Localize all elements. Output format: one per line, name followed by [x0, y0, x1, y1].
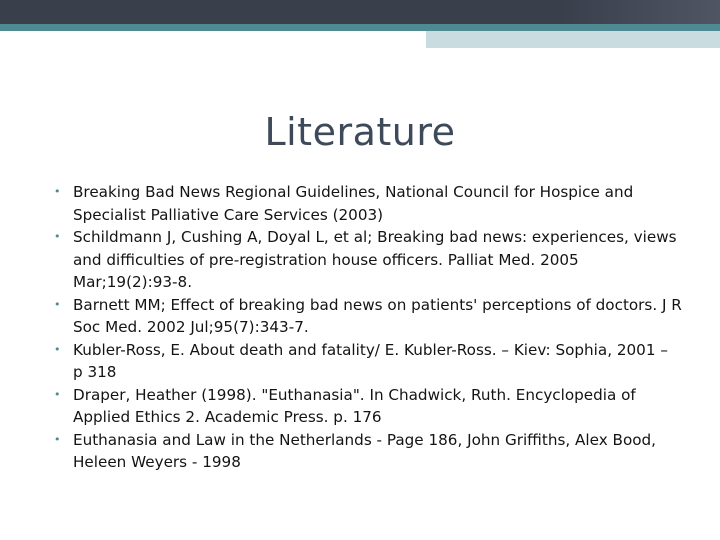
reference-item: [52, 384, 682, 429]
bullet-icon: •: [54, 297, 61, 311]
reference-text: Euthanasia and Law in the Netherlands - Page 186, John Griffiths, Alex Bood, Heleen Weyers - 1998: [73, 430, 656, 471]
bullet-icon: •: [54, 387, 61, 401]
reference-item: [52, 294, 682, 339]
bullet-icon: •: [54, 230, 61, 243]
reference-item: [52, 226, 682, 294]
reference-list: [52, 181, 682, 474]
slide-title: Literature: [264, 110, 456, 154]
reference-text: Barnett MM; Effect of breaking bad news on patients' perceptions of doctors. J R Soc Med. 2002 Jul;95(7):343-7.: [73, 295, 682, 336]
reference-item: [52, 181, 682, 226]
reference-item: [52, 429, 682, 474]
reference-text: Kubler-Ross, E. About death and fatality/ E. Kubler-Ross. – Kiev: Sophia, 2001 – p 318: [73, 340, 668, 381]
bullet-icon: •: [54, 185, 61, 198]
top-header-band: [0, 0, 720, 24]
light-accent-strip: [426, 31, 720, 48]
teal-accent-strip: [0, 24, 720, 31]
reference-item: [52, 339, 682, 384]
reference-text: Breaking Bad News Regional Guidelines, National Council for Hospice and Specialist Palliative Care Services (2003): [73, 183, 634, 224]
header-band-shade: [560, 0, 720, 24]
reference-text: Draper, Heather (1998). "Euthanasia". In Chadwick, Ruth. Encyclopedia of Applied Ethics 2. Academic Press. p. 176: [73, 385, 636, 426]
bullet-icon: •: [54, 342, 61, 356]
reference-text: Schildmann J, Cushing A, Doyal L, et al; Breaking bad news: experiences, views and difficulties of pre-registration house officers. Palliat Med. 2005 Mar;19(2):93-8.: [73, 228, 677, 291]
bullet-icon: •: [54, 432, 61, 446]
